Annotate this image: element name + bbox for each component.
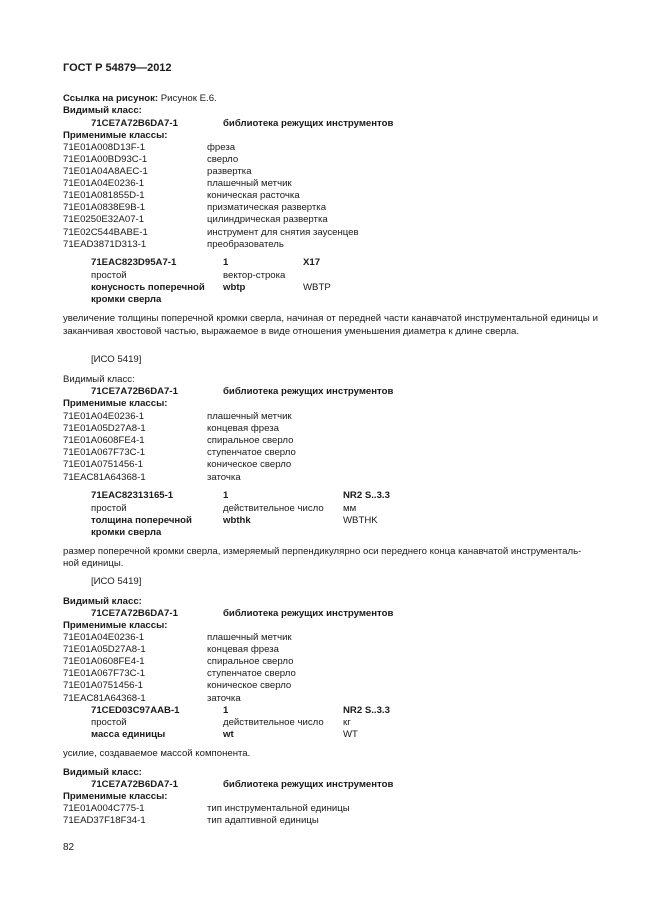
class-code: 71E01A0608FE4-1 <box>63 435 145 446</box>
property-type: простой <box>91 717 127 728</box>
class-code: 71E01A04E0236-1 <box>63 411 145 422</box>
class-name: заточка <box>207 472 241 483</box>
property-unit: кг <box>343 717 351 728</box>
visible-class-label: Видимый класс: <box>63 374 135 385</box>
class-name: призматическая развертка <box>207 202 327 213</box>
class-name: коническое сверло <box>207 459 292 470</box>
property-symbol-upper: WBTHK <box>343 515 378 526</box>
applicable-classes-label: Применимые классы: <box>63 130 168 141</box>
property-definition: увеличение толщины поперечной кромки сверла, начиная от передней части канавчатой инструментальной единицы и заканчивая хвостовой частью, выражаемое в виде отношения уменьшения диаметра к длине сверла. <box>63 313 598 337</box>
property-unit: мм <box>343 503 357 514</box>
property-version: 1 <box>223 257 229 268</box>
visible-class-code: 71CE7A72B6DA7-1 <box>91 118 178 129</box>
class-name: плашечный метчик <box>207 178 292 189</box>
applicable-classes-label: Применимые классы: <box>63 398 168 409</box>
visible-class-name: библиотека режущих инструментов <box>223 779 394 790</box>
property-version: 1 <box>223 705 229 716</box>
class-name: цилиндрическая развертка <box>207 214 328 225</box>
property-code: 71CED03C97AAB-1 <box>91 705 180 716</box>
visible-class-code: 71CE7A72B6DA7-1 <box>91 386 178 397</box>
class-name: коническое сверло <box>207 680 292 691</box>
visible-class-code: 71CE7A72B6DA7-1 <box>91 608 178 619</box>
class-name: ступенчатое сверло <box>207 668 296 679</box>
class-name: спиральное сверло <box>207 435 294 446</box>
class-name: тип инструментальной единицы <box>207 803 350 814</box>
class-code: 71E01A0608FE4-1 <box>63 656 145 667</box>
property-format: NR2 S..3.3 <box>343 490 390 501</box>
property-name-continued: кромки сверла <box>91 527 162 538</box>
figure-reference-value: Рисунок Е.6. <box>160 93 217 104</box>
visible-class-label: Видимый класс: <box>63 105 142 116</box>
class-code: 71E01A05D27A8-1 <box>63 423 146 434</box>
class-name: развертка <box>207 166 252 177</box>
page-number: 82 <box>63 842 75 853</box>
class-code: 71E01A067F73C-1 <box>63 668 146 679</box>
document-header: ГОСТ Р 54879—2012 <box>63 62 172 74</box>
class-name: концевая фреза <box>207 644 279 655</box>
class-name: плашечный метчик <box>207 632 292 643</box>
class-code: 71E01A04A8AEC-1 <box>63 166 148 177</box>
property-type: простой <box>91 270 127 281</box>
visible-class-name: библиотека режущих инструментов <box>223 118 394 129</box>
class-code: 71E01A008D13F-1 <box>63 142 146 153</box>
property-version: 1 <box>223 490 229 501</box>
class-code: 71EAC81A64368-1 <box>63 472 146 483</box>
property-datatype: вектор-строка <box>223 270 286 281</box>
class-name: коническая расточка <box>207 190 300 201</box>
class-code: 71E01A05D27A8-1 <box>63 644 146 655</box>
property-datatype: действительное число <box>223 503 324 514</box>
class-code: 71E01A0751456-1 <box>63 680 144 691</box>
property-symbol: wbthk <box>223 515 251 526</box>
class-code: 71E01A04E0236-1 <box>63 632 145 643</box>
class-code: 71E01A0751456-1 <box>63 459 144 470</box>
class-name: преобразователь <box>207 239 284 250</box>
property-type: простой <box>91 503 127 514</box>
class-name: заточка <box>207 693 241 704</box>
class-name: концевая фреза <box>207 423 279 434</box>
visible-class-label: Видимый класс: <box>63 767 142 778</box>
class-name: плашечный метчик <box>207 411 292 422</box>
class-code: 71E0250E32A07-1 <box>63 214 145 225</box>
class-name: спиральное сверло <box>207 656 294 667</box>
property-definition-continued: ной единицы. <box>63 558 124 569</box>
property-definition: размер поперечной кромки сверла, измеряемый перпендикулярно оси переднего конца канавчатой инструменталь- <box>63 546 582 557</box>
source-reference: [ИСО 5419] <box>91 354 142 365</box>
property-name: толщина поперечной <box>91 515 192 526</box>
visible-class-name: библиотека режущих инструментов <box>223 608 394 619</box>
applicable-classes-label: Применимые классы: <box>63 791 168 802</box>
class-code: 71E01A00BD93C-1 <box>63 154 148 165</box>
source-reference: [ИСО 5419] <box>91 576 142 587</box>
property-symbol: wt <box>223 729 234 740</box>
property-code: 71EAC823D95A7-1 <box>91 257 177 268</box>
class-name: инструмент для снятия заусенцев <box>207 227 359 238</box>
class-name: ступенчатое сверло <box>207 447 296 458</box>
class-name: сверло <box>207 154 239 165</box>
class-code: 71E01A067F73C-1 <box>63 447 146 458</box>
class-code: 71E01A04E0236-1 <box>63 178 145 189</box>
property-format: X17 <box>303 257 321 268</box>
property-datatype: действительное число <box>223 717 324 728</box>
visible-class-name: библиотека режущих инструментов <box>223 386 394 397</box>
figure-reference <box>63 93 217 105</box>
visible-class-label: Видимый класс: <box>63 596 142 607</box>
class-code: 71E01A004C775-1 <box>63 803 145 814</box>
property-name: масса единицы <box>91 729 166 740</box>
class-code: 71E01A081855D-1 <box>63 190 145 201</box>
class-code: 71E01A0838E9B-1 <box>63 202 146 213</box>
class-code: 71E02C544BABE-1 <box>63 227 148 238</box>
class-name: фреза <box>207 142 236 153</box>
figure-reference-label: Ссылка на рисунок: <box>63 93 159 104</box>
class-name: тип адаптивной единицы <box>207 815 319 826</box>
visible-class-code: 71CE7A72B6DA7-1 <box>91 779 178 790</box>
property-format: NR2 S..3.3 <box>343 705 390 716</box>
property-symbol-upper: WT <box>343 729 358 740</box>
property-definition: усилие, создаваемое массой компонента. <box>63 748 251 759</box>
property-name-continued: кромки сверла <box>91 294 162 305</box>
property-symbol-upper: WBTP <box>303 282 331 293</box>
property-name: конусность поперечной <box>91 282 205 293</box>
property-symbol: wbtp <box>223 282 246 293</box>
property-code: 71EAC82313165-1 <box>91 490 174 501</box>
applicable-classes-label: Применимые классы: <box>63 620 168 631</box>
class-code: 71EAC81A64368-1 <box>63 693 146 704</box>
class-code: 71EAD37F18F34-1 <box>63 815 146 826</box>
class-code: 71EAD3871D313-1 <box>63 239 147 250</box>
